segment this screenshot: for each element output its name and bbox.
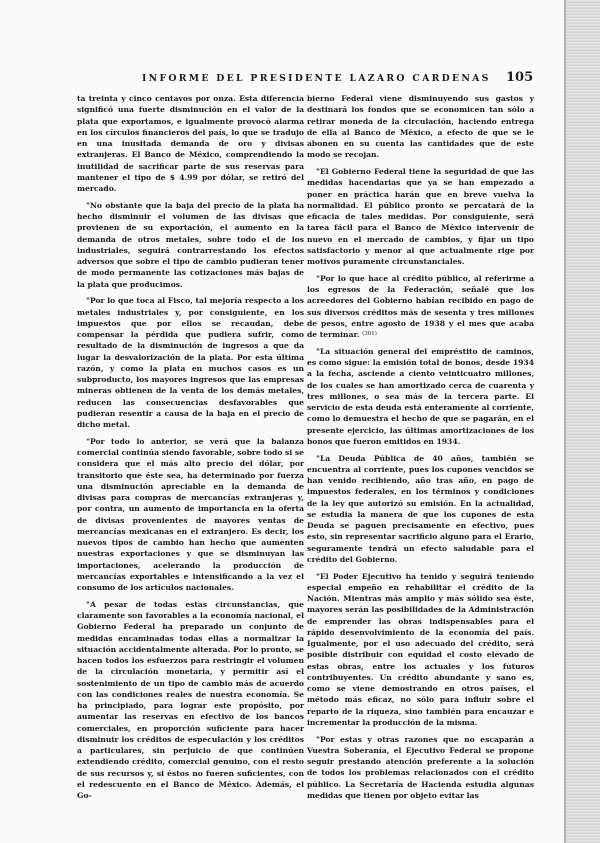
paragraph: "No obstante que la baja del precio de la plata ha hecho disminuir el volumen de las divisas que provienen de su exportación, el aumento en la demanda de otros metales, sobre todo el de los industriales, seguirá contrarrestando los efectos adversos que sobre el tipo de cambio pudieran tener de modo permanente las cotizaciones más bajas de la plata que producimos.	[77, 200, 304, 289]
paragraph: "El Poder Ejecutivo ha tenido y seguirá teniendo especial empeño en rehabilitar el crédito de la Nación. Mientras más amplio y más sólido sea éste, mayores serán las posibilidades de la Administración de emprender las obras indispensables para el rápido desenvolvimiento de la economía del país. Igualmente, por el uso adecuado del crédito, será posible distribuir con equidad el costo elevado de estas obras, entre los actuales y los futuros contribuyentes. Un crédito abundante y sano es, como se viene demostrando en otros países, el método más eficaz, no sólo para influir sobre el reparto de la riqueza, sino también para encauzar e incrementar la producción de la misma.	[307, 571, 534, 727]
page-edge-line	[564, 0, 566, 843]
page-number: 105	[506, 70, 534, 85]
paragraph: "El Gobierno Federal tiene la seguridad de que las medidas hacendarias que ya se han empezado a poner en práctica harán que en breve vuelva la normalidad. El público pronto se percatará de la eficacia de tales medidas. Por consiguiente, será tarea fácil para el Banco de México intervenir de nuevo en el mercado de cambios, y fijar un tipo satisfactorio y menor al que actualmente rige por motivos puramente circunstanciales.	[307, 167, 534, 266]
footnote-reference: (301)	[362, 331, 377, 337]
paragraph: "A pesar de todas estas circunstancias, que claramente son favorables a la economía nacional, el Gobierno Federal ha preparado un conjunto de medidas encaminadas todas ellas a normalizar la situación accidentalmente alterada. Por lo pronto, se hacen todos los esfuerzos para restringir el volumen de la circulación monetaria, y permitir así el sostenimiento de un tipo de cambio más de acuerdo con las condiciones reales de nuestra economía. Se ha principiado, para lograr este propósito, por aumentar las reservas en efectivo de los bancos comerciales, en proporción suficiente para hacer disminuir los créditos de especulación y los créditos a particulares, sin perjuicio de que continúen extendiendo crédito, comercial genuino, con el resto de sus recursos y, si éstos no fueren suficientes, con el redescuento en el Banco de México. Además, el Go-	[77, 599, 304, 800]
paragraph: "Por todo lo anterior, se verá que la balanza comercial continúa siendo favorable, sobre todo si se considera que el más alto precio del dólar, por transitorio que éste sea, ha determinado por fuerza una disminución apreciable en la demanda de divisas para compras de mercancías extranjeras y, por contra, un aumento de importancia en la oferta de divisas provenientes de mayores ventas de mercancías mexicanas en el extranjero. Es decir, los nuevos tipos de cambio han hecho que aumenten nuestras exportaciones y que se disminuyan las importaciones, acelerando la producción de mercancías exportables e intensificando a la vez el consumo de los artículos nacionales.	[77, 436, 304, 592]
paragraph-with-reference	[307, 273, 534, 341]
paragraph: ta treinta y cinco centavos por onza. Esta diferencia significó una fuerte disminución en el valor de la plata que exportamos, e igualmente provocó alarma en los círculos financieros del país, lo que se tradujo en una inusitada demanda de oro y divisas extranjeras. El Banco de México, comprendiendo la inutilidad de sacrificar parte de sus reservas para mantener el tipo de $ 4.99 por dólar, se retiró del mercado.	[77, 94, 304, 193]
paragraph-text: "Por lo que hace al crédito público, al referirme a los egresos de la Federación, señalé que los acreedores del Gobierno habían recibido en pago de sus diversos créditos más de sesenta y tres millones de pesos, entre agosto de 1938 y el mes que acaba de terminar.	[307, 273, 534, 339]
running-title: INFORME DEL PRESIDENTE LAZARO CARDENAS	[142, 73, 491, 84]
page-edge-shadow	[564, 0, 600, 843]
left-column	[77, 93, 304, 801]
paragraph: "Por estas y otras razones que no escaparán a Vuestra Soberanía, el Ejecutivo Federal se propone seguir prestando atención preferente a la solución de todos los problemas relacionados con el crédito público. La Secretaría de Hacienda estudia algunas medidas que tienen por objeto evitar las	[307, 734, 534, 800]
paragraph: "Por lo que toca al Fisco, tal mejoría respecto a los metales industriales y, por consiguiente, en los impuestos que por ellos se recaudan, debe compensar la pérdida que pudiera sufrir, como resultado de la disminución de ingresos a que da lugar la desvalorización de la plata. Por esta última razón, y como la plata en muchos casos es un subproducto, los mayores ingresos que las empresas mineras obtienen de la venta de los demás metales, reducen las consecuencias desfavorables que pudieran resentir a causa de la baja en el precio de dicho metal.	[77, 296, 304, 429]
paragraph: "La situación general del empréstito de caminos, es como sigue: la emisión total de bonos, desde 1934 a la fecha, asciende a ciento veinticuatro millones, de los cuales se han amortizado cerca de cuarenta y tres millones, o sea más de la tercera parte. El servicio de esta deuda está enteramente al corriente, como lo demuestra el hecho de que se pagarán, en el presente ejercicio, las últimas amortizaciones de los bonos que fueron emitidos en 1934.	[307, 346, 534, 446]
paragraph: bierno Federal viene disminuyendo sus gastos y destinará los fondos que se economicen tan sólo a retirar moneda de la circulación, haciendo entrega de ella al Banco de México, a efecto de que se le abonen en su cuenta las cantidades que de este modo se recojan.	[307, 94, 534, 160]
paragraph: "La Deuda Pública de 40 años, también se encuentra al corriente, pues los cupones vencidos se han venido recibiendo, año tras año, en pago de impuestos federales, en los términos y condiciones de la ley que autorizó su emisión. En la actualidad, se estudia la manera de que los cupones de esta Deuda se paguen precisamente en efectivo, pues esto, sin representar sacrificio alguno para el Erario, seguramente tendrá un efecto saludable para el crédito del Gobierno.	[307, 453, 534, 564]
right-column	[307, 93, 534, 801]
